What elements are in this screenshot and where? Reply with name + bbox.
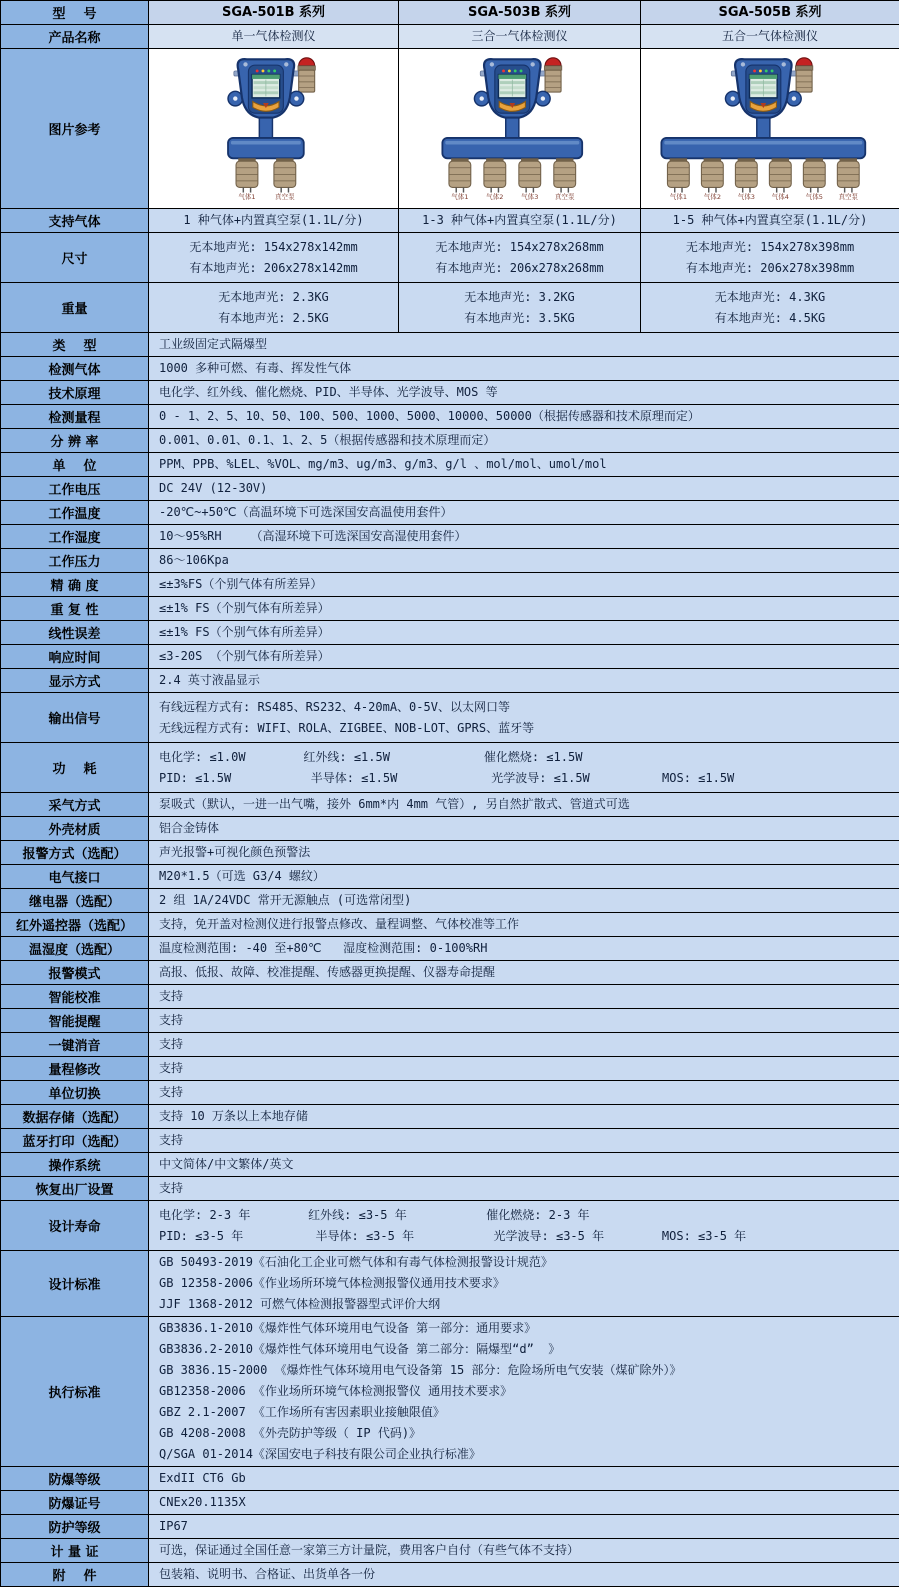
table-row [1,1251,899,1317]
value-cell [149,381,899,405]
value-cell [149,985,899,1009]
value-cell [399,25,641,49]
sensor-cylinder [769,158,791,201]
table-row [1,1515,899,1539]
value-cell [149,1515,899,1539]
value-line: 铝合金铸体 [159,818,893,839]
row-label: 技术原理 [1,381,149,405]
value-cell [399,283,641,333]
value-cell [149,961,899,985]
value-line: 无本地声光: 3.2KG [401,287,638,308]
table-row [1,693,899,743]
value-line: 无本地声光: 2.3KG [151,287,396,308]
table-row [1,1081,899,1105]
value-line: 声光报警+可视化颜色预警法 [159,842,893,863]
value-cell [641,1,899,25]
value-cell [149,429,899,453]
sensor-cylinder [449,158,471,201]
value-cell [149,1057,899,1081]
led-red [256,69,259,72]
row-label: 精 确 度 [1,573,149,597]
value-cell [149,1317,899,1467]
table-row [1,1105,899,1129]
sensor-cylinder [803,158,825,201]
row-label: 工作湿度 [1,525,149,549]
table-row [1,889,899,913]
table-row [1,357,899,381]
value-line: 无本地声光: 154x278x142mm [151,237,396,258]
value-cell [149,1251,899,1317]
row-label: 检测气体 [1,357,149,381]
table-row [1,937,899,961]
value-cell [149,525,899,549]
row-label: 型 号 [1,1,149,25]
table-row [1,1539,899,1563]
table-row [1,1467,899,1491]
value-cell [641,25,899,49]
product-image-SGA-501B [204,52,342,202]
port-label: 真空泵 [555,192,575,201]
table-row [1,549,899,573]
table-row [1,913,899,937]
row-label: 继电器（选配） [1,889,149,913]
value-line: Q/SGA 01-2014《深国安电子科技有限公司企业执行标准》 [159,1444,893,1465]
value-line: GB 3836.15-2000 《爆炸性气体环境用电气设备第 15 部分：危险场所电气安装（煤矿除外）》 [159,1360,893,1381]
value-line: 0 - 1、2、5、10、50、100、500、1000、5000、10000、50000（根据传感器和技术原理而定） [159,406,893,427]
led-green2 [519,69,522,72]
manifold-highlight [445,140,579,144]
table-row [1,1491,899,1515]
led-green [268,69,271,72]
value-line: 支持 [159,1082,893,1103]
table-row [1,645,899,669]
value-cell [399,1,641,25]
table-row [1,793,899,817]
product-image-SGA-505B [641,52,899,202]
row-label: 智能提醒 [1,1009,149,1033]
table-row [1,453,899,477]
value-line: 支持 [159,1034,893,1055]
value-line: 有本地声光: 206x278x398mm [643,258,897,279]
value-line: ≤±3%FS（个别气体有所差异） [159,574,893,595]
table-row [1,743,899,793]
row-label: 计 量 证 [1,1539,149,1563]
sensor-cylinder [735,158,757,201]
value-line: GBZ 2.1-2007 《工作场所有害因素职业接触限值》 [159,1402,893,1423]
value-line: 1-3 种气体+内置真空泵(1.1L/分) [401,210,638,231]
table-row [1,1317,899,1467]
row-label: 防护等级 [1,1515,149,1539]
value-line: 支持 [159,1058,893,1079]
port-label: 气体3 [738,192,755,201]
row-label: 量程修改 [1,1057,149,1081]
value-line: GB 50493-2019《石油化工企业可燃气体和有毒气体检测报警设计规范》 [159,1252,893,1273]
value-line: IP67 [159,1516,893,1537]
sensor-cylinder [667,158,689,201]
value-line: 10～95%RH （高湿环境下可选深国安高湿使用套件） [159,526,893,547]
value-cell [149,477,899,501]
value-line: GB 4208-2008 《外壳防护等级（ IP 代码)》 [159,1423,893,1444]
row-label: 类 型 [1,333,149,357]
value-cell [149,453,899,477]
detector-head [725,59,801,117]
table-row [1,1201,899,1251]
value-cell [149,693,899,743]
table-row [1,381,899,405]
value-line: GB12358-2006 《作业场所环境气体检测报警仪 通用技术要求》 [159,1381,893,1402]
value-cell [149,209,399,233]
value-line: 无线远程方式有: WIFI、ROLA、ZIGBEE、NOB-LOT、GPRS、蓝牙等 [159,718,893,739]
detector-head [474,59,550,117]
detector-head [228,59,304,117]
value-line: 包装箱、说明书、合格证、出货单各一份 [159,1564,893,1585]
value-line: M20*1.5（可选 G3/4 螺纹） [159,866,893,887]
value-cell [149,841,899,865]
led-green2 [274,69,277,72]
value-cell [149,621,899,645]
sensor-cylinder [837,158,859,201]
value-line: 支持 [159,986,893,1007]
led-yellow [262,69,265,72]
row-label: 电气接口 [1,865,149,889]
value-line: 1-5 种气体+内置真空泵(1.1L/分) [643,210,897,231]
value-cell [149,549,899,573]
table-row [1,25,899,49]
row-label: 工作温度 [1,501,149,525]
product-image-cell [399,49,641,209]
manifold-highlight [664,140,862,144]
value-cell [641,233,899,283]
value-cell [149,1177,899,1201]
sensor-cylinder [519,158,541,201]
table-row [1,333,899,357]
value-cell [149,817,899,841]
table-row [1,573,899,597]
row-label: 蓝牙打印（选配） [1,1129,149,1153]
row-label: 单位切换 [1,1081,149,1105]
value-line: 支持，免开盖对检测仪进行报警点修改、量程调整、气体校准等工作 [159,914,893,935]
table-row [1,1057,899,1081]
row-label: 工作电压 [1,477,149,501]
value-cell [149,645,899,669]
product-image-cell [641,49,899,209]
table-row [1,1153,899,1177]
table-row [1,841,899,865]
led-red [502,69,505,72]
led-green [765,69,768,72]
value-line: PID: ≤3-5 年 半导体: ≤3-5 年 光学波导: ≤3-5 年 MOS: ≤3-5 年 [159,1226,893,1247]
row-label: 报警模式 [1,961,149,985]
row-label: 报警方式（选配） [1,841,149,865]
table-row [1,209,899,233]
product-image-cell [149,49,399,209]
value-line: JJF 1368-2012 可燃气体检测报警器型式评价大纲 [159,1294,893,1315]
row-label: 设计寿命 [1,1201,149,1251]
value-cell [149,1539,899,1563]
value-line: ≤3-20S （个别气体有所差异） [159,646,893,667]
table-row [1,477,899,501]
value-cell [149,937,899,961]
value-cell [149,573,899,597]
value-cell [149,669,899,693]
row-label: 线性误差 [1,621,149,645]
alarm-beacon [795,57,812,91]
value-line: 有本地声光: 4.5KG [643,308,897,329]
port-label: 真空泵 [838,192,858,201]
table-row [1,233,899,283]
port-label: 气体1 [239,192,256,201]
value-line: ExdII CT6 Gb [159,1468,893,1489]
sensor-cylinder [484,158,506,201]
row-label: 响应时间 [1,645,149,669]
value-line: SGA-503B 系列 [401,2,638,23]
value-line: 支持 [159,1010,893,1031]
value-cell [641,283,899,333]
value-line: SGA-505B 系列 [643,2,897,23]
alarm-beacon [544,57,561,91]
led-yellow [508,69,511,72]
port-label: 气体4 [772,192,789,201]
row-label: 工作压力 [1,549,149,573]
row-label: 恢复出厂设置 [1,1177,149,1201]
value-cell [149,865,899,889]
table-row [1,501,899,525]
row-label: 防爆证号 [1,1491,149,1515]
row-label: 功 耗 [1,743,149,793]
row-label: 重量 [1,283,149,333]
table-row [1,961,899,985]
value-cell [641,209,899,233]
row-label: 防爆等级 [1,1467,149,1491]
table-row [1,49,899,209]
value-line: 有本地声光: 2.5KG [151,308,396,329]
value-line: 支持 10 万条以上本地存储 [159,1106,893,1127]
led-yellow [759,69,762,72]
value-line: PPM、PPB、%LEL、%VOL、mg/m3、ug/m3、g/m3、g/l 、mol/mol、umol/mol [159,454,893,475]
value-line: 无本地声光: 154x278x268mm [401,237,638,258]
row-label: 附 件 [1,1563,149,1587]
value-cell [399,233,641,283]
value-line: 支持 [159,1130,893,1151]
value-cell [149,1129,899,1153]
value-line: 2 组 1A/24VDC 常开无源触点 (可选常闭型) [159,890,893,911]
sensor-cylinder [554,158,576,201]
manifold-highlight [231,140,301,144]
table-row [1,1129,899,1153]
row-label: 执行标准 [1,1317,149,1467]
table-row [1,1009,899,1033]
led-green2 [771,69,774,72]
value-line: 三合一气体检测仪 [401,26,638,47]
row-label: 温湿度（选配） [1,937,149,961]
value-cell [149,1,399,25]
value-line: DC 24V (12-30V) [159,478,893,499]
value-line: 有本地声光: 3.5KG [401,308,638,329]
row-label: 数据存储（选配） [1,1105,149,1129]
table-row [1,1033,899,1057]
row-label: 输出信号 [1,693,149,743]
port-label: 气体1 [670,192,687,201]
table-row [1,429,899,453]
row-label: 重 复 性 [1,597,149,621]
row-label: 产品名称 [1,25,149,49]
row-label: 单 位 [1,453,149,477]
sensor-cylinder [701,158,723,201]
value-line: ≤±1% FS（个别气体有所差异） [159,598,893,619]
value-line: SGA-501B 系列 [151,2,396,23]
value-line: 1 种气体+内置真空泵(1.1L/分) [151,210,396,231]
port-label: 真空泵 [275,192,295,201]
table-row [1,621,899,645]
table-row [1,817,899,841]
value-line: 高报、低报、故障、校准提醒、传感器更换提醒、仪器寿命提醒 [159,962,893,983]
row-label: 操作系统 [1,1153,149,1177]
row-label: 一键消音 [1,1033,149,1057]
value-line: CNEx20.1135X [159,1492,893,1513]
value-cell [149,597,899,621]
value-line: 温度检测范围: -40 至+80℃ 湿度检测范围: 0-100%RH [159,938,893,959]
value-cell [149,1201,899,1251]
row-label: 设计标准 [1,1251,149,1317]
port-label: 气体2 [486,192,503,201]
value-line: 电化学、红外线、催化燃烧、PID、半导体、光学波导、MOS 等 [159,382,893,403]
value-cell [149,889,899,913]
table-row [1,525,899,549]
row-label: 智能校准 [1,985,149,1009]
alarm-beacon [298,57,315,91]
port-label: 气体5 [806,192,823,201]
value-cell [149,1491,899,1515]
value-line: 无本地声光: 154x278x398mm [643,237,897,258]
value-line: 电化学: ≤1.0W 红外线: ≤1.5W 催化燃烧: ≤1.5W [159,747,893,768]
value-line: 1000 多种可燃、有毒、挥发性气体 [159,358,893,379]
value-cell [149,1033,899,1057]
value-line: ≤±1% FS（个别气体有所差异） [159,622,893,643]
value-line: 泵吸式（默认，一进一出气嘴，接外 6mm*内 4mm 气管）, 另自然扩散式、管道式可选 [159,794,893,815]
row-label: 红外遥控器（选配） [1,913,149,937]
value-cell [149,1105,899,1129]
table-row [1,865,899,889]
value-cell [149,405,899,429]
row-label: 外壳材质 [1,817,149,841]
value-line: 无本地声光: 4.3KG [643,287,897,308]
value-line: 2.4 英寸液晶显示 [159,670,893,691]
value-cell [149,1563,899,1587]
value-cell [149,501,899,525]
spec-table-body [1,1,899,1587]
value-cell [149,1009,899,1033]
table-row [1,1,899,25]
value-line: 有本地声光: 206x278x268mm [401,258,638,279]
value-cell [149,1467,899,1491]
value-line: 有线远程方式有: RS485、RS232、4-20mA、0-5V、以太网口等 [159,697,893,718]
row-label: 检测量程 [1,405,149,429]
table-row [1,405,899,429]
value-line: 单一气体检测仪 [151,26,396,47]
row-label: 尺寸 [1,233,149,283]
value-line: 有本地声光: 206x278x142mm [151,258,396,279]
led-red [753,69,756,72]
value-cell [149,25,399,49]
value-line: 0.001、0.01、0.1、1、2、5（根据传感器和技术原理而定） [159,430,893,451]
value-line: 中文简体/中文繁体/英文 [159,1154,893,1175]
value-line: GB 12358-2006《作业场所环境气体检测报警仪通用技术要求》 [159,1273,893,1294]
value-line: -20℃~+50℃（高温环境下可选深国安高温使用套件） [159,502,893,523]
value-line: GB3836.2-2010《爆炸性气体环境用电气设备 第二部分：隔爆型“d” 》 [159,1339,893,1360]
value-cell [149,333,899,357]
value-cell [399,209,641,233]
sensor-cylinder [236,158,258,201]
table-row [1,985,899,1009]
value-cell [149,283,399,333]
value-cell [149,233,399,283]
port-label: 气体3 [521,192,538,201]
row-label: 分 辨 率 [1,429,149,453]
row-label: 支持气体 [1,209,149,233]
value-line: 五合一气体检测仪 [643,26,897,47]
table-row [1,1177,899,1201]
value-cell [149,1081,899,1105]
product-image-SGA-503B [422,52,617,202]
value-line: PID: ≤1.5W 半导体: ≤1.5W 光学波导: ≤1.5W MOS: ≤1.5W [159,768,893,789]
value-cell [149,793,899,817]
value-line: GB3836.1-2010《爆炸性气体环境用电气设备 第一部分：通用要求》 [159,1318,893,1339]
table-row [1,669,899,693]
value-line: 电化学: 2-3 年 红外线: ≤3-5 年 催化燃烧: 2-3 年 [159,1205,893,1226]
value-line: 支持 [159,1178,893,1199]
value-line: 工业级固定式隔爆型 [159,334,893,355]
table-row [1,1563,899,1587]
row-label: 显示方式 [1,669,149,693]
row-label: 图片参考 [1,49,149,209]
row-label: 采气方式 [1,793,149,817]
sensor-cylinder [274,158,296,201]
value-cell [149,1153,899,1177]
port-label: 气体2 [704,192,721,201]
table-row [1,597,899,621]
value-cell [149,743,899,793]
value-line: 86～106Kpa [159,550,893,571]
value-line: 可选，保证通过全国任意一家第三方计量院，费用客户自付（有些气体不支持） [159,1540,893,1561]
table-row [1,283,899,333]
value-cell [149,913,899,937]
port-label: 气体1 [451,192,468,201]
led-green [514,69,517,72]
value-cell [149,357,899,381]
